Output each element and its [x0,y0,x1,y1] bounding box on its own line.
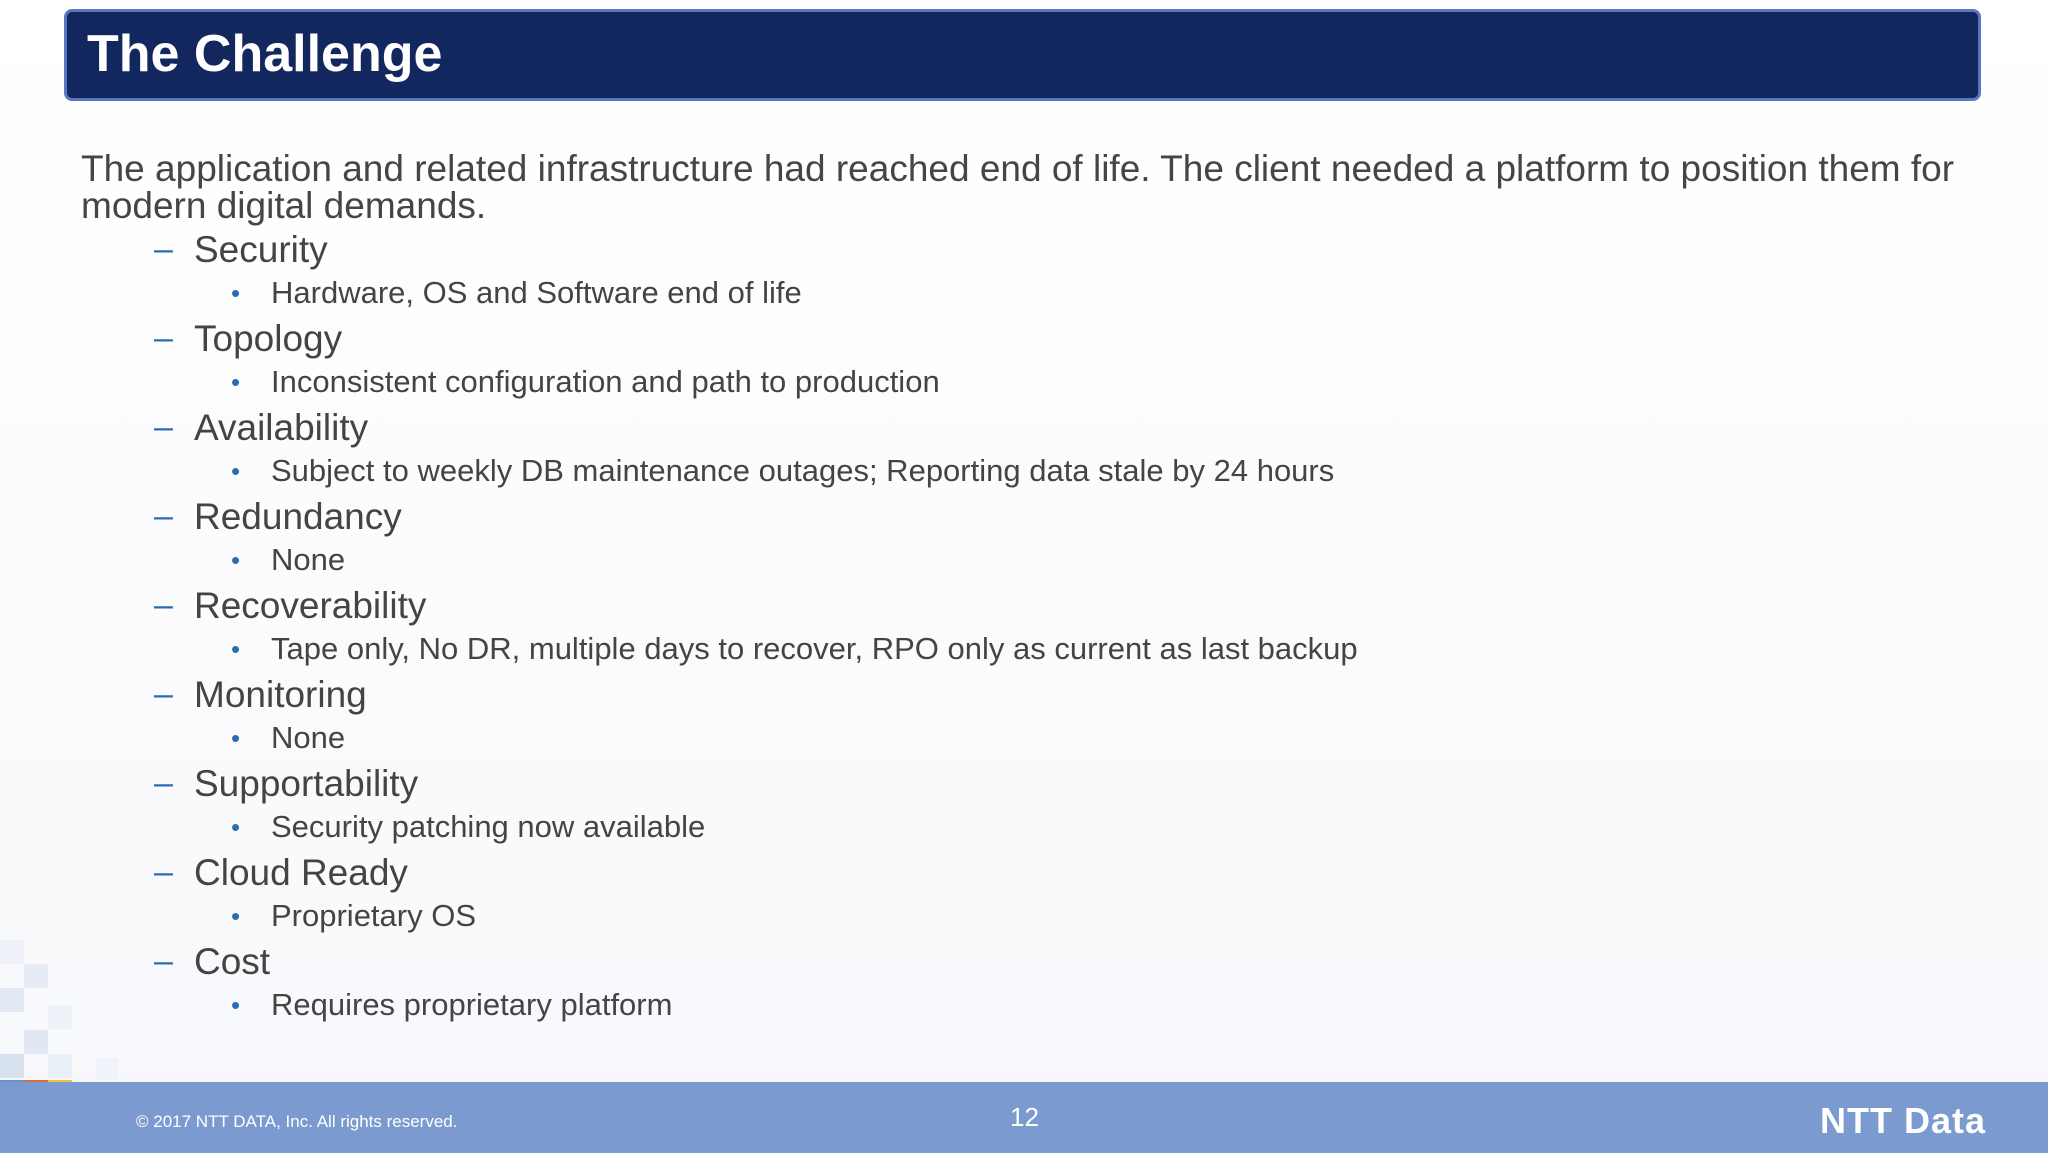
challenge-detail: Security patching now available [271,809,706,844]
challenge-heading-row [0,851,2048,894]
dash-marker: – [154,230,173,268]
challenge-heading: Cost [194,941,271,982]
challenge-heading: Redundancy [194,496,402,537]
challenge-heading: Topology [194,318,343,359]
dash-marker: – [154,497,173,535]
challenge-detail-row [0,627,2048,671]
bullet-marker: • [231,634,241,664]
challenge-detail-row [0,716,2048,760]
challenge-detail: Subject to weekly DB maintenance outages; Reporting data stale by 24 hours [271,453,1335,488]
intro-paragraph: The application and related infrastructure had reached end of life. The client needed a platform to position them for modern digital demands. [81,148,1955,226]
challenge-heading-row [0,228,2048,271]
challenge-heading: Recoverability [194,585,427,626]
dash-marker: – [154,586,173,624]
challenge-detail-row [0,271,2048,315]
challenge-heading: Supportability [194,763,419,804]
challenge-item [0,762,2048,849]
dash-marker: – [154,764,173,802]
challenge-item [0,584,2048,671]
slide-title: The Challenge [87,25,443,83]
title-bar [64,9,1981,101]
challenge-detail: Hardware, OS and Software end of life [271,275,802,310]
challenge-heading-row [0,762,2048,805]
challenge-detail-row [0,983,2048,1027]
challenge-heading: Cloud Ready [194,852,408,893]
bullet-marker: • [231,545,241,575]
challenge-detail-row [0,805,2048,849]
challenge-detail: Inconsistent configuration and path to production [271,364,940,399]
bullet-marker: • [231,723,241,753]
challenge-detail: Proprietary OS [271,898,477,933]
challenge-item [0,851,2048,938]
page-number: 12 [1010,1102,1039,1132]
challenge-detail: Requires proprietary platform [271,987,673,1022]
challenge-heading: Monitoring [194,674,367,715]
challenge-detail-row [0,360,2048,404]
dash-marker: – [154,408,173,446]
bullet-marker: • [231,901,241,931]
challenge-list [0,228,2048,1029]
challenge-heading: Availability [194,407,369,448]
bullet-marker: • [231,990,241,1020]
challenge-heading-row [0,940,2048,983]
challenge-heading-row [0,317,2048,360]
challenge-heading-row [0,406,2048,449]
dash-marker: – [154,319,173,357]
challenge-item [0,673,2048,760]
bullet-marker: • [231,278,241,308]
copyright-text: © 2017 NTT DATA, Inc. All rights reserved. [136,1112,458,1131]
challenge-heading-row [0,584,2048,627]
dash-marker: – [154,853,173,891]
challenge-item [0,940,2048,1027]
bullet-marker: • [231,367,241,397]
bullet-marker: • [231,456,241,486]
challenge-detail: None [271,542,346,577]
challenge-item [0,317,2048,404]
challenge-detail: None [271,720,346,755]
dash-marker: – [154,675,173,713]
challenge-detail-row [0,538,2048,582]
challenge-item [0,228,2048,315]
challenge-heading-row [0,673,2048,716]
challenge-heading-row [0,495,2048,538]
challenge-item [0,406,2048,493]
dash-marker: – [154,942,173,980]
challenge-heading: Security [194,229,328,270]
challenge-item [0,495,2048,582]
challenge-detail-row [0,894,2048,938]
footer-bar [0,1082,2048,1153]
bullet-marker: • [231,812,241,842]
ntt-data-logo: NTT Data [1820,1100,1987,1141]
challenge-detail-row [0,449,2048,493]
challenge-detail: Tape only, No DR, multiple days to recover, RPO only as current as last backup [271,631,1358,666]
